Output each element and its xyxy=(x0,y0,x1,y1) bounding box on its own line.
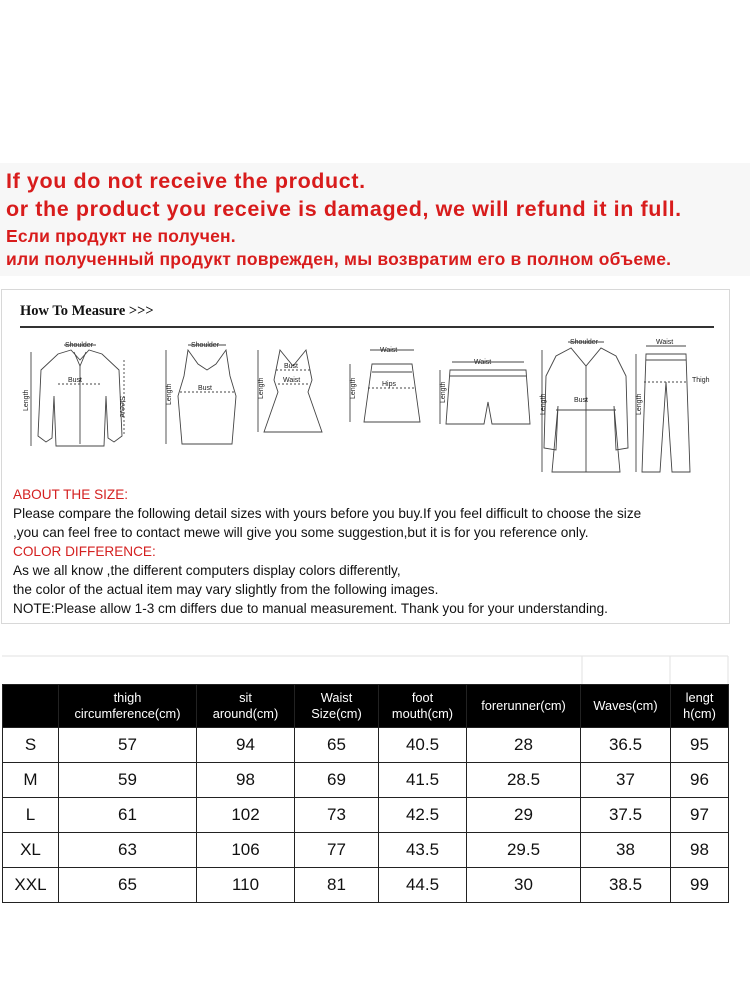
measure-guide xyxy=(1,289,730,624)
color-line-2: the color of the actual item may vary slightly from the following images. xyxy=(13,582,439,597)
label-length-1: Length xyxy=(23,389,30,411)
color-line-1: As we all know ,the different computers display colors differently, xyxy=(13,563,401,578)
measure-illustrations xyxy=(16,336,716,486)
label-waist-3: Waist xyxy=(474,359,492,366)
header-size xyxy=(3,685,59,728)
trousers-figure xyxy=(636,346,690,472)
header-waves: Waves(cm) xyxy=(581,685,671,728)
label-waist-2: Waist xyxy=(380,347,398,354)
label-shoulder-2: Shoulder xyxy=(191,342,220,349)
label-bust-4: Bust xyxy=(574,397,589,404)
color-difference-heading: COLOR DIFFERENCE: xyxy=(13,544,156,559)
foot-mouth-cell: 41.5 xyxy=(379,763,467,798)
label-bust-1: Bust xyxy=(68,377,83,384)
label-length-5: Length xyxy=(440,381,447,403)
sit-around-cell: 94 xyxy=(197,728,295,763)
forerunner-cell: 28.5 xyxy=(467,763,581,798)
label-bust-3: Bust xyxy=(284,363,299,370)
notice-line-3: Если продукт не получен. xyxy=(6,226,236,246)
header-waist: Waist Size(cm) xyxy=(295,685,379,728)
header-sit-around: sit around(cm) xyxy=(197,685,295,728)
notice-line-2: or the product you receive is damaged, we will refund it in full. xyxy=(6,197,682,221)
foot-mouth-cell: 44.5 xyxy=(379,868,467,903)
foot-mouth-cell: 42.5 xyxy=(379,798,467,833)
label-thigh: Thigh xyxy=(692,377,710,384)
size-table xyxy=(2,684,729,903)
table-row xyxy=(3,868,729,903)
length-cell: 97 xyxy=(671,798,729,833)
about-size-line-1: Please compare the following detail sizes with yours before you buy.If you feel difficult to choose the size xyxy=(13,506,642,521)
size-cell: XXL xyxy=(3,868,59,903)
thigh-cell: 61 xyxy=(59,798,197,833)
thigh-cell: 63 xyxy=(59,833,197,868)
notice-line-1: If you do not receive the product. xyxy=(6,169,366,193)
guide-divider xyxy=(20,326,714,328)
label-length-3: Length xyxy=(258,377,265,399)
table-header-row xyxy=(3,685,729,728)
coat-figure xyxy=(542,342,628,472)
label-length-6: Length xyxy=(540,393,547,415)
label-length-2: Length xyxy=(166,383,173,405)
vest-figure xyxy=(166,345,236,444)
header-thigh: thigh circumference(cm) xyxy=(59,685,197,728)
header-forerunner: forerunner(cm) xyxy=(467,685,581,728)
waves-cell: 37 xyxy=(581,763,671,798)
forerunner-cell: 29 xyxy=(467,798,581,833)
refund-notice xyxy=(0,163,750,276)
label-shoulder-3: Shoulder xyxy=(570,339,599,346)
thigh-cell: 59 xyxy=(59,763,197,798)
about-size-line-2: ,you can feel free to contact mewe will give you some suggestion,but it is for you reference only. xyxy=(13,525,589,540)
blouse-figure xyxy=(31,345,124,446)
thigh-cell: 57 xyxy=(59,728,197,763)
label-shoulder-1: Shoulder xyxy=(65,342,94,349)
table-row xyxy=(3,833,729,868)
length-cell: 98 xyxy=(671,833,729,868)
waves-cell: 36.5 xyxy=(581,728,671,763)
waves-cell: 37.5 xyxy=(581,798,671,833)
sit-around-cell: 102 xyxy=(197,798,295,833)
length-cell: 99 xyxy=(671,868,729,903)
sit-around-cell: 106 xyxy=(197,833,295,868)
waist-cell: 81 xyxy=(295,868,379,903)
size-cell: L xyxy=(3,798,59,833)
size-cell: M xyxy=(3,763,59,798)
label-bust-2: Bust xyxy=(198,385,213,392)
header-foot-mouth: foot mouth(cm) xyxy=(379,685,467,728)
guide-title: How To Measure >>> xyxy=(20,303,154,319)
note-text: NOTE:Please allow 1-3 cm differs due to manual measurement. Thank you for your understanding. xyxy=(13,601,608,616)
waves-cell: 38 xyxy=(581,833,671,868)
waist-cell: 65 xyxy=(295,728,379,763)
shorts-figure xyxy=(440,362,530,424)
forerunner-cell: 30 xyxy=(467,868,581,903)
table-row xyxy=(3,763,729,798)
table-row xyxy=(3,798,729,833)
waist-cell: 77 xyxy=(295,833,379,868)
length-cell: 96 xyxy=(671,763,729,798)
label-waist-4: Waist xyxy=(656,339,674,346)
label-hips: Hips xyxy=(382,381,397,388)
thigh-cell: 65 xyxy=(59,868,197,903)
size-cell: XL xyxy=(3,833,59,868)
sit-around-cell: 110 xyxy=(197,868,295,903)
waves-cell: 38.5 xyxy=(581,868,671,903)
waist-cell: 73 xyxy=(295,798,379,833)
waist-cell: 69 xyxy=(295,763,379,798)
notice-line-4: или полученный продукт поврежден, мы возвратим его в полном объеме. xyxy=(6,249,672,269)
label-sleeve: Sleeve xyxy=(118,396,125,418)
table-top-gridlines xyxy=(0,655,730,684)
foot-mouth-cell: 43.5 xyxy=(379,833,467,868)
forerunner-cell: 29.5 xyxy=(467,833,581,868)
header-length: lengt h(cm) xyxy=(671,685,729,728)
label-length-4: Length xyxy=(350,377,357,399)
table-row xyxy=(3,728,729,763)
label-length-7: Length xyxy=(636,393,643,415)
foot-mouth-cell: 40.5 xyxy=(379,728,467,763)
label-waist-1: Waist xyxy=(283,377,301,384)
sit-around-cell: 98 xyxy=(197,763,295,798)
length-cell: 95 xyxy=(671,728,729,763)
forerunner-cell: 28 xyxy=(467,728,581,763)
about-size-heading: ABOUT THE SIZE: xyxy=(13,487,129,502)
size-cell: S xyxy=(3,728,59,763)
